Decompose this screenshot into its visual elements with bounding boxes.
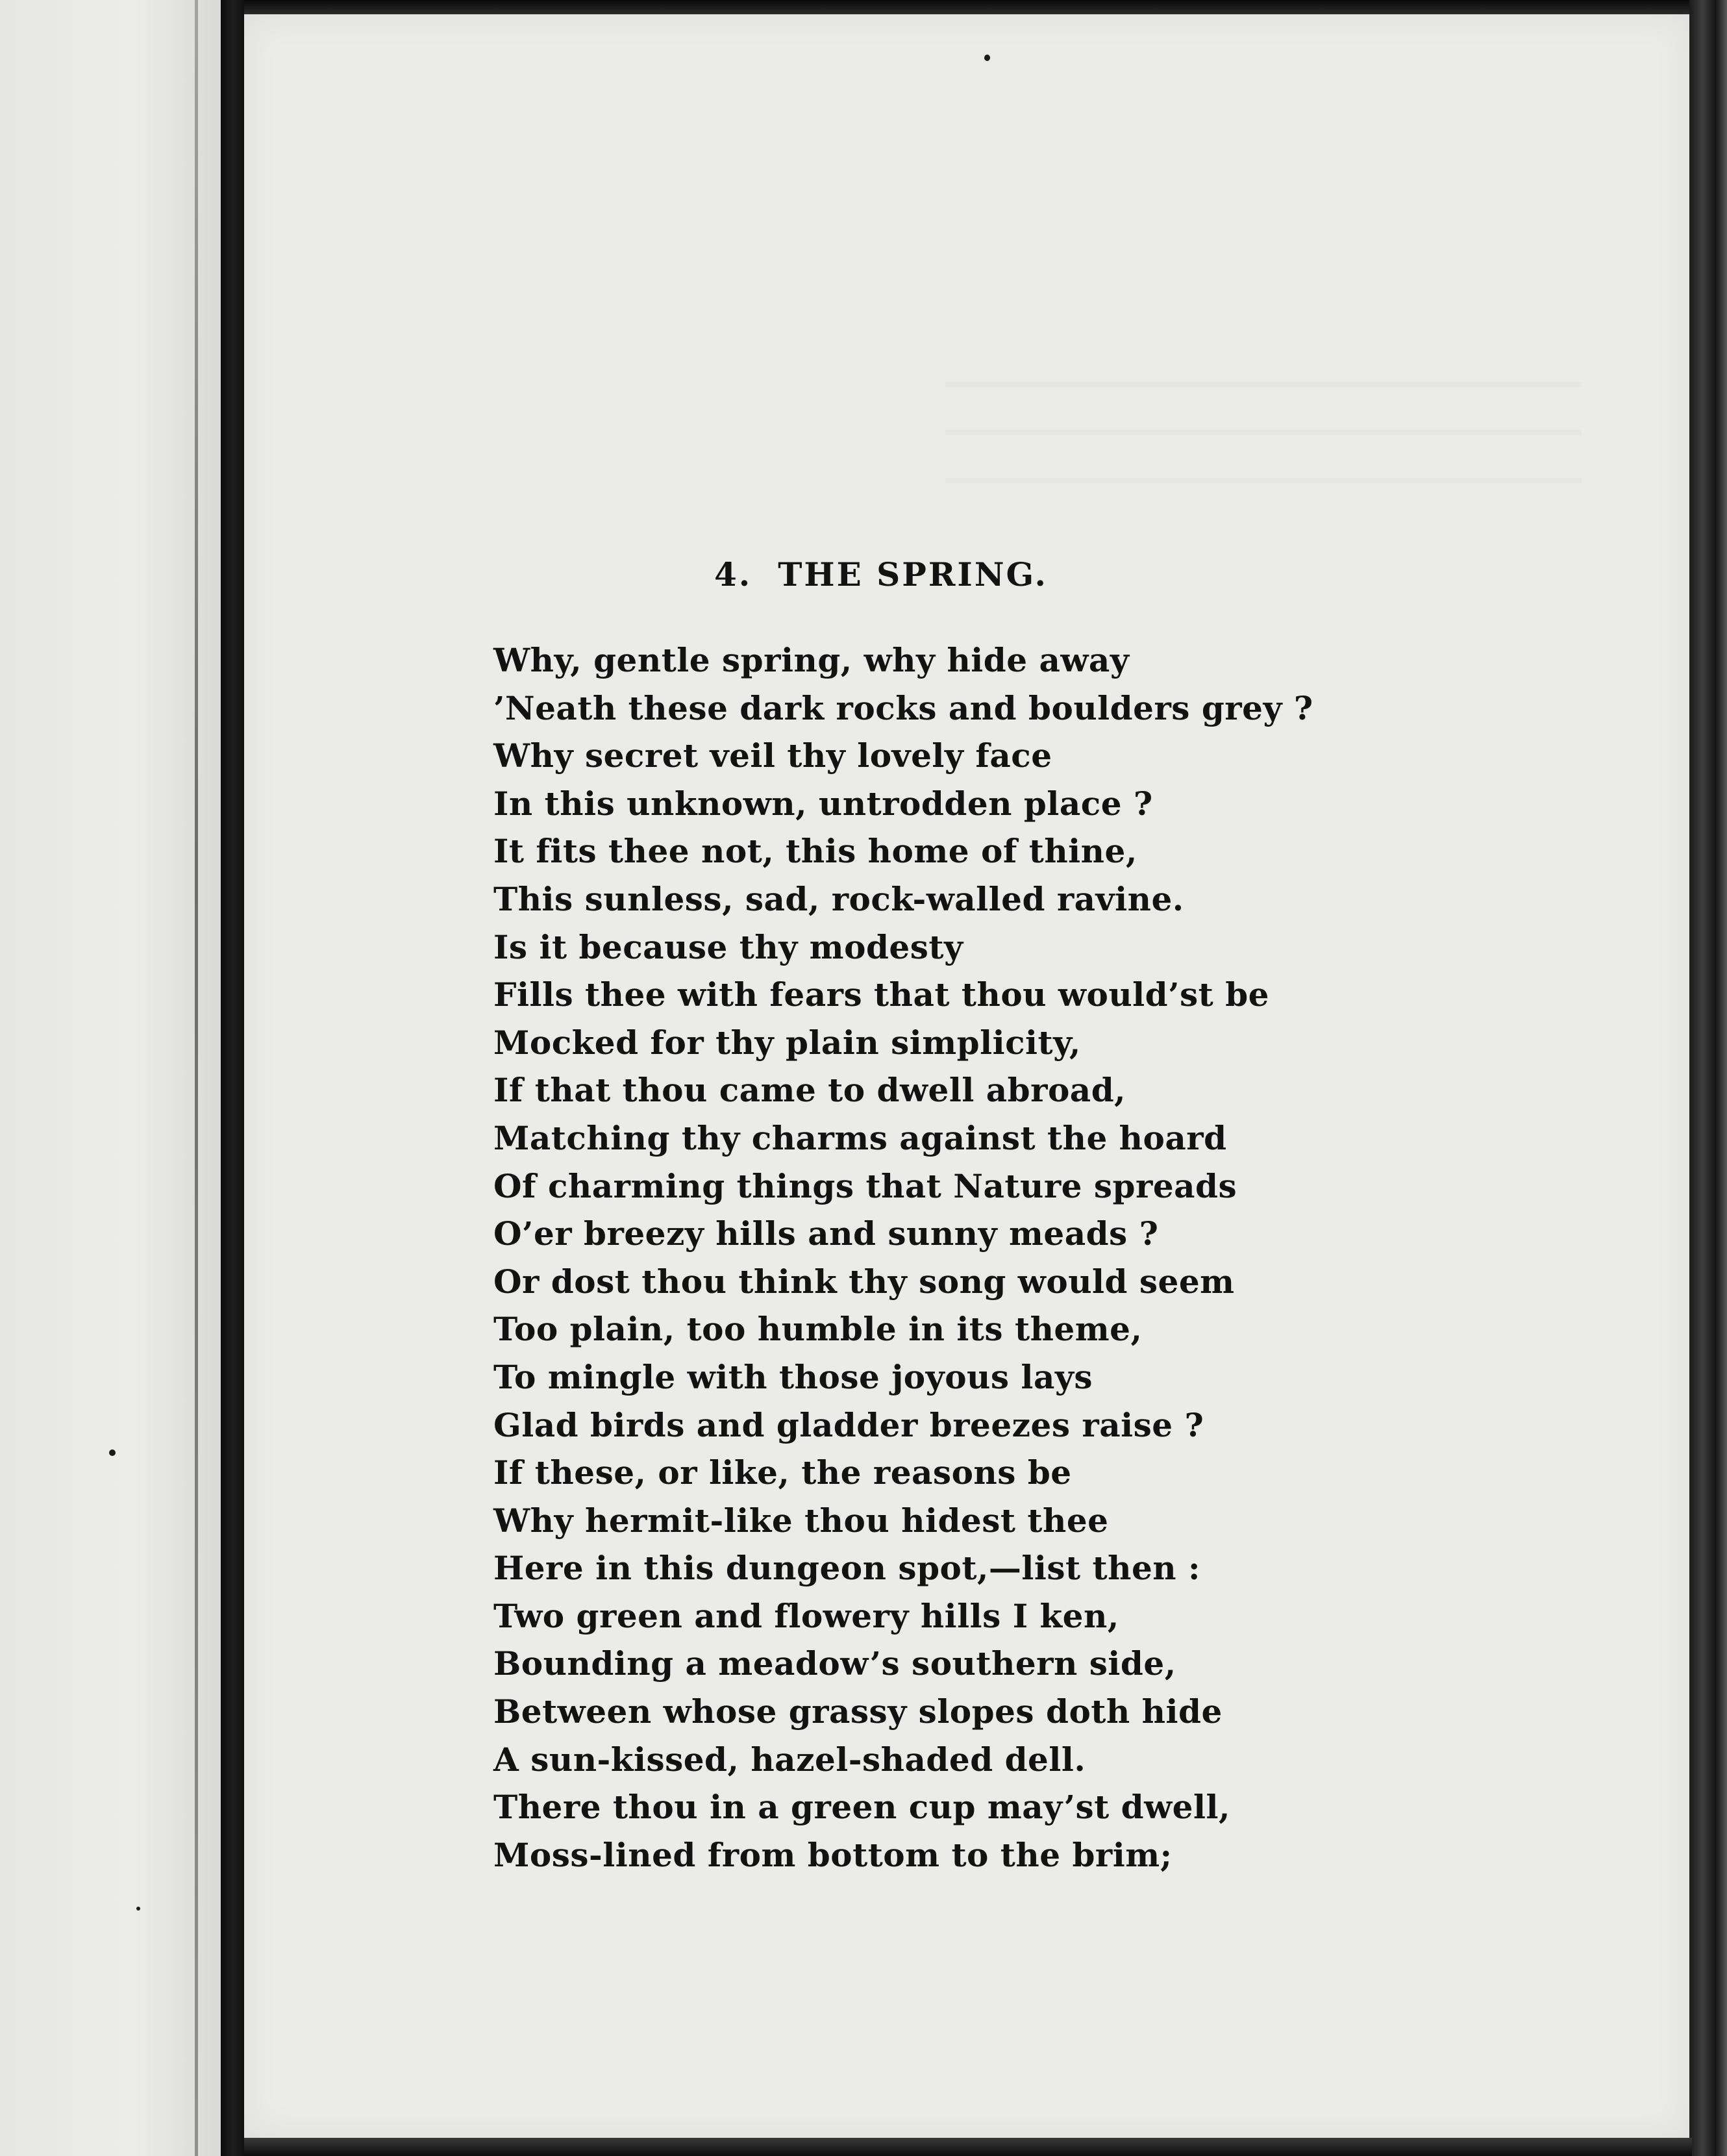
poem-line: Glad birds and gladder breezes raise ? [493,1405,1204,1444]
poem-line: Two green and flowery hills I ken, [493,1596,1119,1635]
poem-line: Why hermit-like thou hidest thee [493,1501,1109,1540]
poem-line: Between whose grassy slopes doth hide [493,1692,1223,1731]
facing-page-edge [195,0,198,2156]
poem-lines [493,636,1313,1879]
book-gutter [221,0,244,2156]
page-stack-edge [1689,0,1727,2156]
poem-line: This sunless, sad, rock-walled ravine. [493,879,1184,918]
show-through-text [945,339,1582,521]
ink-speck [136,1907,140,1911]
poem-number: 4. [714,555,752,594]
poem-title: THE SPRING. [778,555,1048,594]
poem-line: Moss-lined from bottom to the brim; [493,1835,1173,1874]
poem-line: Is it because thy modesty [493,927,963,966]
poem-line: In this unknown, untrodden place ? [493,784,1153,823]
poem-line: To mingle with those joyous lays [493,1357,1093,1396]
poem-line: There thou in a green cup may’st dwell, [493,1788,1230,1827]
poem-line: Here in this dungeon spot,—list then : [493,1549,1200,1588]
poem-line: ’Neath these dark rocks and boulders grey ? [493,688,1313,727]
poem-line: Matching thy charms against the hoard [493,1118,1227,1157]
facing-page-margin [0,0,221,2156]
ink-speck [109,1449,116,1456]
poem-line: Why secret veil thy lovely face [493,736,1052,775]
poem-line: Bounding a meadow’s southern side, [493,1644,1176,1683]
poem-line: Why, gentle spring, why hide away [493,641,1130,679]
poem-line: Fills thee with fears that thou would’st be [493,975,1269,1014]
ink-speck [984,55,990,61]
poem-line: If that thou came to dwell abroad, [493,1071,1126,1110]
scan-bottom-border [244,2138,1692,2156]
poem-heading [714,552,1048,597]
poem-line: Mocked for thy plain simplicity, [493,1023,1081,1062]
poem-line: Or dost thou think thy song would seem [493,1262,1235,1301]
poem-line: A sun-kissed, hazel-shaded dell. [493,1740,1086,1779]
poem-line: It fits thee not, this home of thine, [493,832,1137,871]
poem-line: Too plain, too humble in its theme, [493,1310,1143,1349]
scan-top-border [244,0,1692,14]
poem-line: If these, or like, the reasons be [493,1453,1072,1492]
poem-line: O’er breezy hills and sunny meads ? [493,1214,1159,1253]
poem-line: Of charming things that Nature spreads [493,1166,1237,1205]
